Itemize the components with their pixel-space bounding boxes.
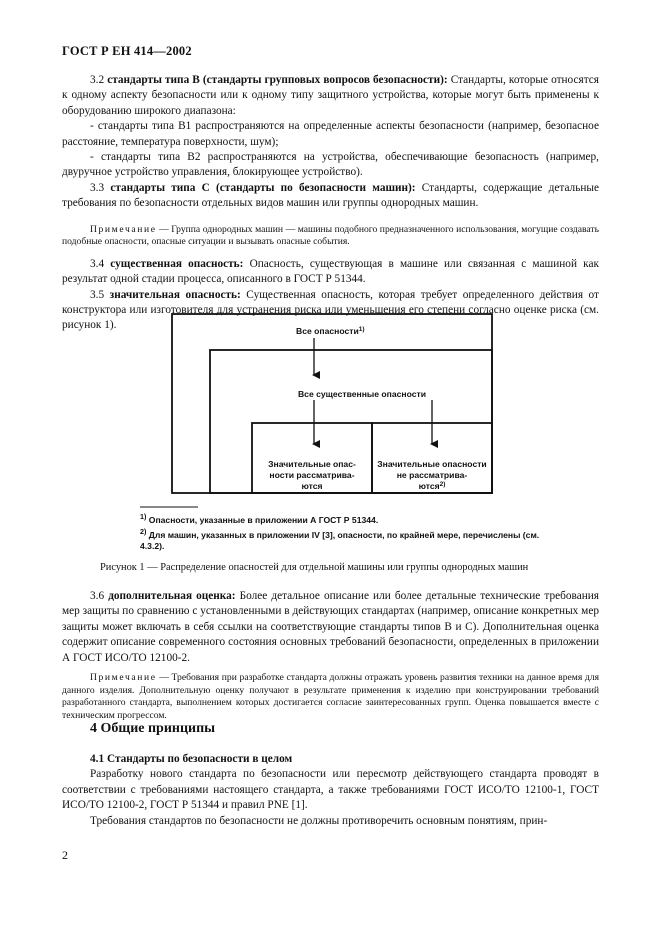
label-significant-not-considered-2: не рассматрива- (396, 470, 468, 480)
figure-caption: Рисунок 1 — Распределение опасностей для отдельной машины или группы однородных машин (100, 562, 529, 573)
footnote-marker: 1) (140, 513, 147, 521)
label-significant-considered-1: Значительные опас- (268, 459, 356, 469)
section-heading: 4 Общие принципы (90, 721, 216, 736)
section-4-body (62, 752, 599, 829)
term: дополнительная оценка: (108, 590, 236, 602)
note-label: Примечание (90, 672, 157, 684)
footnote-2 (140, 527, 540, 551)
clause-number: 3.6 (90, 590, 109, 602)
definition-text: Стандарты, содержащие детальные требования по безопасности отдельных видов машин или группы однородных машин. (62, 181, 599, 210)
note-text: — Группа однородных машин — машины подобного предназначенного использования, могущие создавать подобные опасности, опасные ситуации и вызывать опасные события. (62, 223, 599, 248)
label-significant-considered-2: ности рассматрива- (269, 470, 355, 480)
clause-number: 3.2 (90, 74, 108, 86)
term: стандарты типа С (стандарты по безопасности машин): (110, 181, 416, 194)
note-text: — Требования при разработке стандарта должны отражать уровень развития техники на данное время для данного изделия. Дополнительную оценку получают в результате применения к изделию при конструировании требований разработанного стандарта, выполнением которых достигается согласие заинтересованных групп. Оценка повышается вместе с техническим прогрессом. (62, 672, 599, 721)
definitions-block-2 (62, 589, 599, 722)
clause-number: 3.4 (90, 257, 111, 270)
footnote-marker: 2) (140, 528, 147, 536)
page-number: 2 (62, 848, 68, 862)
definition-text: Более детальное описание или более детальные технические требования мер защиты по сравнению с установленными в действующих стандартах (например, описание конкретных мер защиты может включать в себя ссылки на соответствующие стандарты типов В и С). Дополнительная оценка содержит описание современного состояния основных требований безопасности, определенных в приложении А ГОСТ ИСО/ТО 12100-2. (62, 590, 599, 664)
subsection-heading: 4.1 Стандарты по безопасности в целом (90, 753, 293, 765)
footnote-text: Для машин, указанных в приложении IV [3], опасности, по крайней мере, перечислены (см. 4.3.2). (140, 529, 540, 551)
term: существенная опасность: (110, 257, 244, 270)
document-header: ГОСТ Р ЕН 414—2002 (62, 44, 192, 58)
label-all-hazards: Все опасности$^{1)}$ (296, 326, 365, 336)
footnote-text: Опасности, указанные в приложении А ГОСТ Р 51344. (146, 514, 379, 525)
footnote-1 (140, 512, 560, 526)
note-2 (62, 672, 599, 722)
label-relevant-hazards: Все существенные опасности (297, 389, 427, 399)
label-significant-considered-3: ются (301, 481, 323, 491)
definition-text: Стандарты, которые относятся к одному аспекту безопасности или к одному типу защитного устройства, которые могут быть применены к оборудованию широкого диапазона: (62, 74, 599, 117)
clause-number: 3.5 (90, 288, 110, 301)
paragraph-4-1-a: Разработку нового стандарта по безопасности или пересмотр действующего стандарта проводят в соответствии с требованиями настоящего стандарта, а также требованиями ГОСТ ИСО/ТО 12100-1, ГОСТ ИСО/ТО 12100-2, ГОСТ Р 51344 и правил PNE [1]. (62, 768, 599, 812)
paragraph-4-1-b: Требования стандартов по безопасности не должны противоречить основным понятиям, прин- (90, 814, 548, 827)
bullet-b1: - стандарты типа В1 распространяются на определенные аспекты безопасности (например, безопасное расстояние, температура поверхности, шум); (62, 120, 599, 148)
label-significant-not-considered-3: ются$^{2)}$ (418, 481, 446, 491)
definition-3-6 (62, 589, 599, 666)
term: значительная опасность: (109, 288, 241, 301)
clause-number: 3.3 (90, 181, 111, 194)
definition-text: Существенная опасность, которая требует определенного действия от конструктора или изготовителя для устранения риска или уменьшения его степени согласно оценке риска (см. рисунок 1). (62, 288, 599, 332)
label-significant-not-considered-1: Значительные опасности (377, 459, 487, 469)
bullet-b2: - стандарты типа В2 распространяются на устройства, обеспечивающие безопасность (например, двуручное устройство управления, блокирующее устройство). (62, 151, 599, 179)
note-label: Примечание (90, 223, 157, 235)
definition-text: Опасность, существующая в машине или связанная с машиной как результат одной стадии процесса, описанного в ГОСТ Р 51344. (62, 257, 599, 286)
term: стандарты типа В (стандарты групповых вопросов безопасности): (107, 74, 448, 86)
